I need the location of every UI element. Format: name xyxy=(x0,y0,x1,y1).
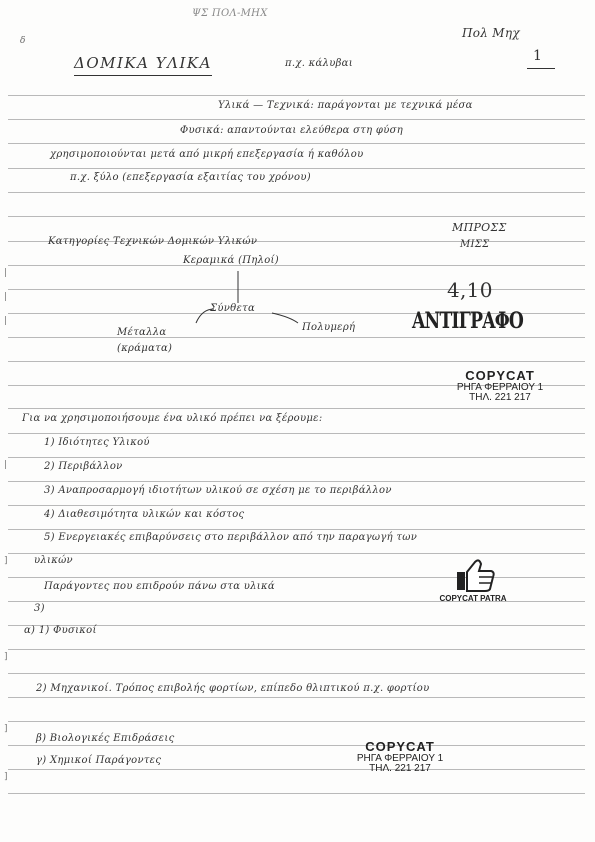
needs-item: 1) Ιδιότητες Υλικού xyxy=(44,437,150,448)
ruled-line xyxy=(8,505,585,506)
ruled-line xyxy=(8,216,585,217)
ruled-line xyxy=(8,649,585,650)
ruled-line xyxy=(8,337,585,338)
margin-tick: ] xyxy=(4,772,8,782)
category-polymers: Πολυμερή xyxy=(302,322,356,333)
ruled-line xyxy=(8,119,585,120)
ruled-line xyxy=(8,697,585,698)
price-mark: 4,10 xyxy=(447,278,493,302)
factors-heading: Παράγοντες που επιδρούν πάνω στα υλικά xyxy=(44,581,275,592)
ruled-line xyxy=(8,553,585,554)
ruled-line xyxy=(8,408,585,409)
logo-label: COPYCAT PATRA xyxy=(439,594,507,603)
factors-marker: 3) xyxy=(34,603,45,614)
side-note-line-1: ΜΠΡΟΣΣ xyxy=(452,221,507,234)
title-example: π.χ. κάλυβαι xyxy=(285,58,353,69)
page-title: ΔΟΜΙΚΑ ΥΛΙΚΑ xyxy=(74,54,212,72)
ruled-line xyxy=(8,793,585,794)
definition-line-4: π.χ. ξύλο (επεξεργασία εξαιτίας του χρόνου) xyxy=(70,172,311,183)
definition-line-3: χρησιμοποιούνται μετά από μικρή επεξεργασία ή καθόλου xyxy=(50,149,364,160)
ruled-line xyxy=(8,168,585,169)
ruled-line xyxy=(8,143,585,144)
ruled-line xyxy=(8,577,585,578)
margin-tick: ] xyxy=(4,556,8,566)
thumbs-up-icon xyxy=(455,558,495,592)
stamp-phone: ΤΗΛ. 221 217 xyxy=(369,763,431,775)
ruled-line xyxy=(8,745,585,746)
category-metals: Μέταλλα xyxy=(117,327,167,338)
ruled-line xyxy=(8,95,585,96)
page-number-underline xyxy=(527,68,555,69)
ruled-line xyxy=(8,192,585,193)
stamp-address: ΡΗΓΑ ΦΕΡΡΑΙΟΥ 1 xyxy=(456,381,544,393)
needs-item: 2) Περιβάλλον xyxy=(44,461,123,472)
needs-item: υλικών xyxy=(34,555,73,566)
antigrafo-stamp: ΑΝΤΙΓΡΑΦΟ xyxy=(412,308,524,334)
ruled-line xyxy=(8,361,585,362)
top-scribble: ΨΣ ΠΟΛ-ΜΗΧ xyxy=(192,8,268,19)
stamp-name: COPYCAT xyxy=(465,368,535,383)
factor-biological: β) Βιολογικές Επιδράσεις xyxy=(36,733,175,744)
ruled-line xyxy=(8,529,585,530)
margin-tick: | xyxy=(4,460,8,470)
ruled-line xyxy=(8,481,585,482)
ruled-line xyxy=(8,769,585,770)
corner-mark: δ xyxy=(20,36,26,46)
margin-tick: ] xyxy=(4,724,8,734)
needs-intro: Για να χρησιμοποιήσουμε ένα υλικό πρέπει να ξέρουμε: xyxy=(22,413,323,424)
categories-heading: Κατηγορίες Τεχνικών Δομικών Υλικών xyxy=(48,236,258,247)
side-note-line-2: ΜΙΣΣ xyxy=(460,239,490,250)
title-underline xyxy=(74,75,212,76)
needs-item: 4) Διαθεσιμότητα υλικών και κόστος xyxy=(44,509,245,520)
ruled-line xyxy=(8,673,585,674)
ruled-line xyxy=(8,457,585,458)
factor-mechanical: 2) Μηχανικοί. Τρόπος επιβολής φορτίων, επίπεδο θλιπτικού π.χ. φορτίου xyxy=(36,683,430,694)
category-composites: Σύνθετα xyxy=(210,303,256,314)
copycat-stamp-bottom xyxy=(330,740,470,775)
margin-tick: | xyxy=(4,316,8,326)
stamp-phone: ΤΗΛ. 221 217 xyxy=(469,392,531,404)
category-metals-note: (κράματα) xyxy=(117,343,173,354)
margin-tick: | xyxy=(4,268,8,278)
factor-physical: α) 1) Φυσικοί xyxy=(24,625,97,636)
page-number: 1 xyxy=(533,48,543,64)
stamp-name: COPYCAT xyxy=(365,739,435,754)
definition-line-1: Υλικά — Τεχνικά: παράγονται με τεχνικά μέσα xyxy=(218,100,473,111)
margin-tick: | xyxy=(4,292,8,302)
course-label: Πολ Μηχ xyxy=(462,26,520,40)
needs-item: 5) Ενεργειακές επιβαρύνσεις στο περιβάλλον από την παραγωγή των xyxy=(44,532,418,543)
margin-tick: ] xyxy=(4,652,8,662)
category-ceramics: Κεραμικά (Πηλοί) xyxy=(183,255,279,266)
stamp-address: ΡΗΓΑ ΦΕΡΡΑΙΟΥ 1 xyxy=(356,752,444,764)
ruled-line xyxy=(8,433,585,434)
ruled-line xyxy=(8,721,585,722)
copycat-stamp-top xyxy=(430,369,570,404)
definition-line-2: Φυσικά: απαντούνται ελεύθερα στη φύση xyxy=(180,125,404,136)
factor-chemical: γ) Χημικοί Παράγοντες xyxy=(36,755,162,766)
needs-item: 3) Αναπροσαρμογή ιδιοτήτων υλικού σε σχέση με το περιβάλλον xyxy=(44,485,392,496)
